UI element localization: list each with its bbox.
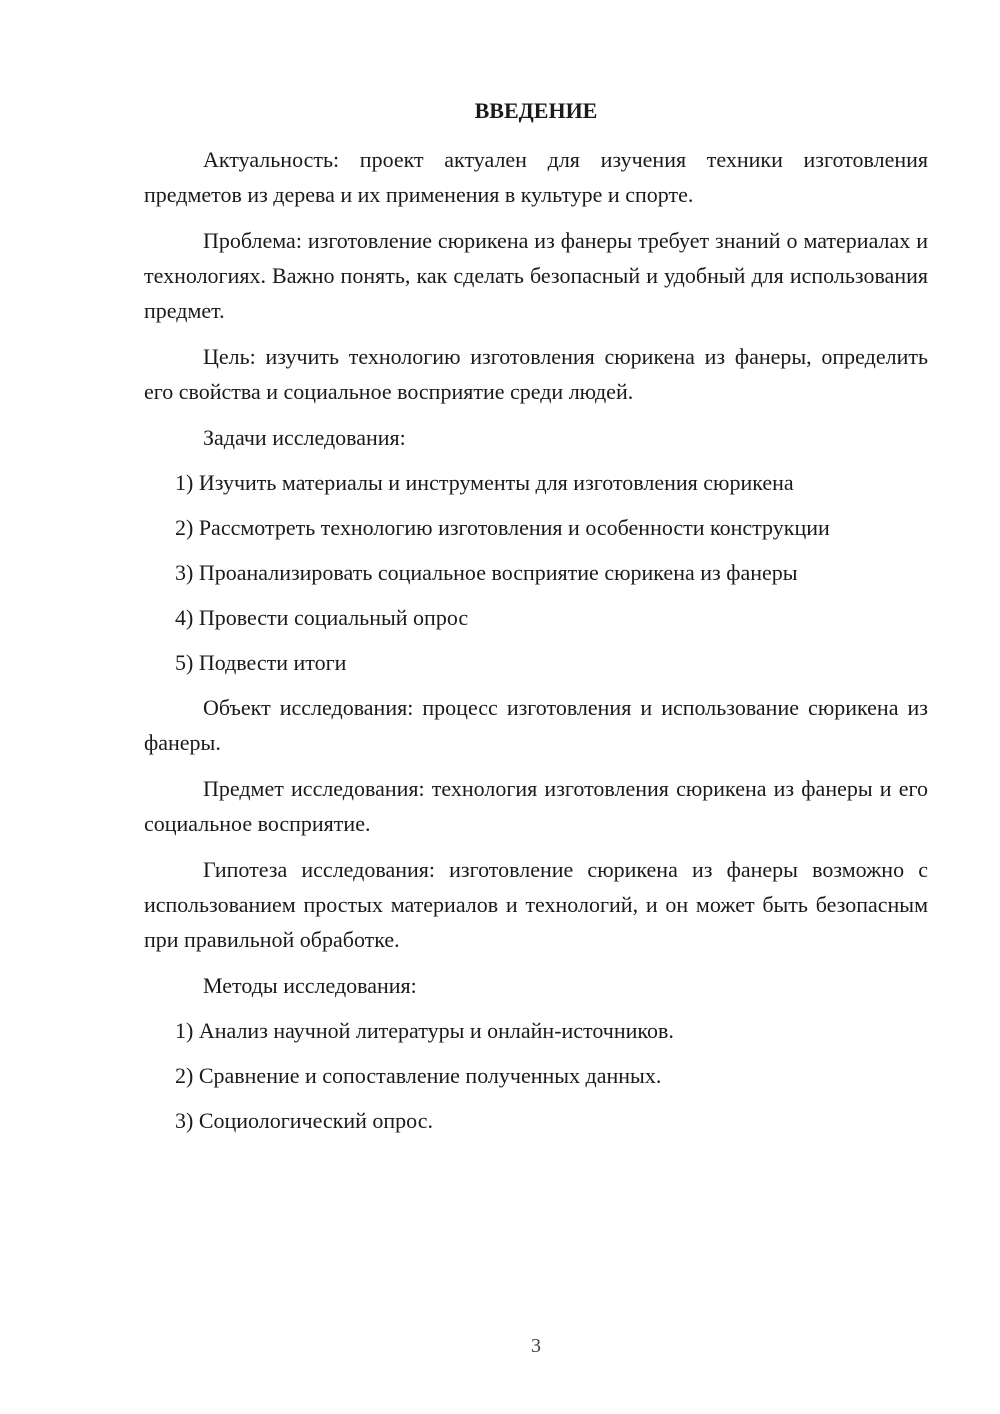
list-item: 1) Анализ научной литературы и онлайн-источников. [175, 1018, 674, 1043]
list-item: 4) Провести социальный опрос [175, 605, 469, 630]
tasks-heading: Задачи исследования: [203, 425, 406, 450]
list-item: 3) Социологический опрос. [175, 1108, 433, 1133]
relevance-paragraph: Актуальность: проект актуален для изучения техники изготовления предметов из дерева и их применения в культуре и спорте. [144, 147, 928, 207]
subject-paragraph: Предмет исследования: технология изготовления сюрикена из фанеры и его социальное восприятие. [144, 776, 928, 836]
document-body [144, 142, 928, 1148]
object-paragraph: Объект исследования: процесс изготовления и использование сюрикена из фанеры. [144, 695, 928, 755]
list-item: 2) Рассмотреть технологию изготовления и особенности конструкции [175, 515, 830, 540]
list-item: 2) Сравнение и сопоставление полученных данных. [175, 1063, 662, 1088]
problem-paragraph: Проблема: изготовление сюрикена из фанеры требует знаний о материалах и технологиях. Важно понять, как сделать безопасный и удобный для использования предмет. [144, 228, 928, 323]
page-number: 3 [531, 1335, 541, 1357]
hypothesis-paragraph: Гипотеза исследования: изготовление сюрикена из фанеры возможно с использованием простых материалов и технологий, и он может быть безопасным при правильной обработке. [144, 857, 928, 952]
list-item: 3) Проанализировать социальное восприятие сюрикена из фанеры [175, 560, 798, 585]
tasks-list [144, 465, 928, 680]
methods-list [144, 1013, 928, 1138]
list-item: 5) Подвести итоги [175, 650, 347, 675]
list-item: 1) Изучить материалы и инструменты для изготовления сюрикена [175, 470, 794, 495]
page-title: ВВЕДЕНИЕ [474, 98, 598, 123]
goal-paragraph: Цель: изучить технологию изготовления сюрикена из фанеры, определить его свойства и социальное восприятие среди людей. [144, 344, 928, 404]
methods-heading: Методы исследования: [203, 973, 417, 998]
